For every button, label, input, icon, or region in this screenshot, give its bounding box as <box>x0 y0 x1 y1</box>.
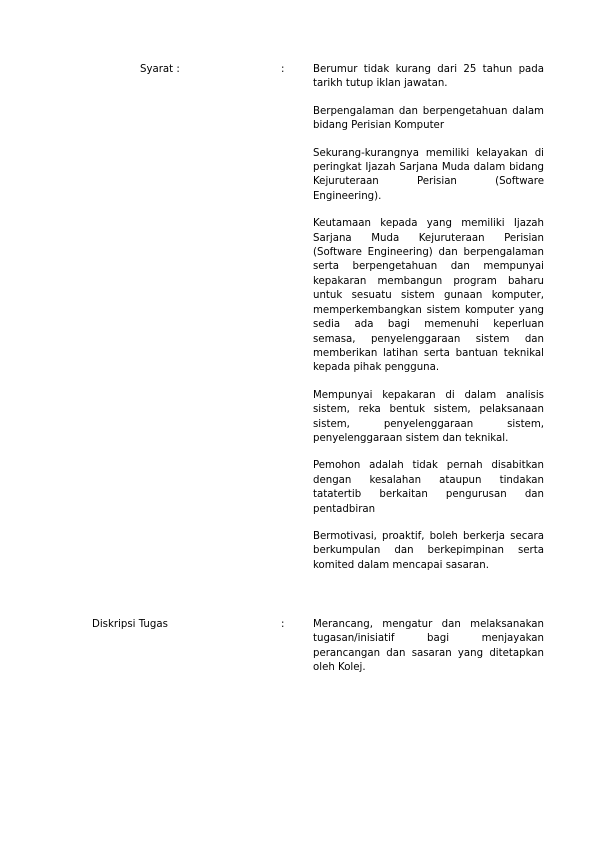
field-paragraph: Sekurang-kurangnya memiliki kelayakan di peringkat Ijazah Sarjana Muda dalam bidang Kejuruteraan Perisian (Software Engineering). <box>313 147 544 202</box>
field-value <box>313 63 544 573</box>
field-paragraph: Bermotivasi, proaktif, boleh berkerja secara berkumpulan dan berkepimpinan serta komited dalam mencapai sasaran. <box>313 530 544 571</box>
field-colon-separator: : <box>281 619 285 630</box>
field-label: Diskripsi Tugas <box>92 619 168 630</box>
field-paragraph: Berumur tidak kurang dari 25 tahun pada tarikh tutup iklan jawatan. <box>313 64 544 90</box>
field-label: Syarat : <box>140 64 180 75</box>
field-value <box>313 618 544 676</box>
field-paragraph: Pemohon adalah tidak pernah disabitkan dengan kesalahan ataupun tindakan tatatertib berkaitan pengurusan dan pentadbiran <box>313 460 544 515</box>
field-colon-separator: : <box>281 64 285 75</box>
field-paragraph: Berpengalaman dan berpengetahuan dalam bidang Perisian Komputer <box>313 105 544 132</box>
field-paragraph: Merancang, mengatur dan melaksanakan tugasan/inisiatif bagi menjayakan perancangan dan sasaran yang ditetapkan oleh Kolej. <box>313 619 544 674</box>
field-paragraph: Keutamaan kepada yang memiliki Ijazah Sarjana Muda Kejuruteraan Perisian (Software Engineering) dan berpengalaman serta berpengetahuan dan mempunyai kepakaran membangun program baharu untuk sesuatu sistem gunaan komputer, memperkembangkan sistem komputer yang sedia ada bagi memenuhi keperluan semasa, penyelenggaraan sistem dan memberikan latihan serta bantuan teknikal kepada pihak pengguna. <box>313 218 544 374</box>
field-paragraph: Mempunyai kepakaran di dalam analisis sistem, reka bentuk sistem, pelaksanaan sistem, penyelenggaraan sistem, penyelenggaraan sistem dan teknikal. <box>313 389 544 444</box>
